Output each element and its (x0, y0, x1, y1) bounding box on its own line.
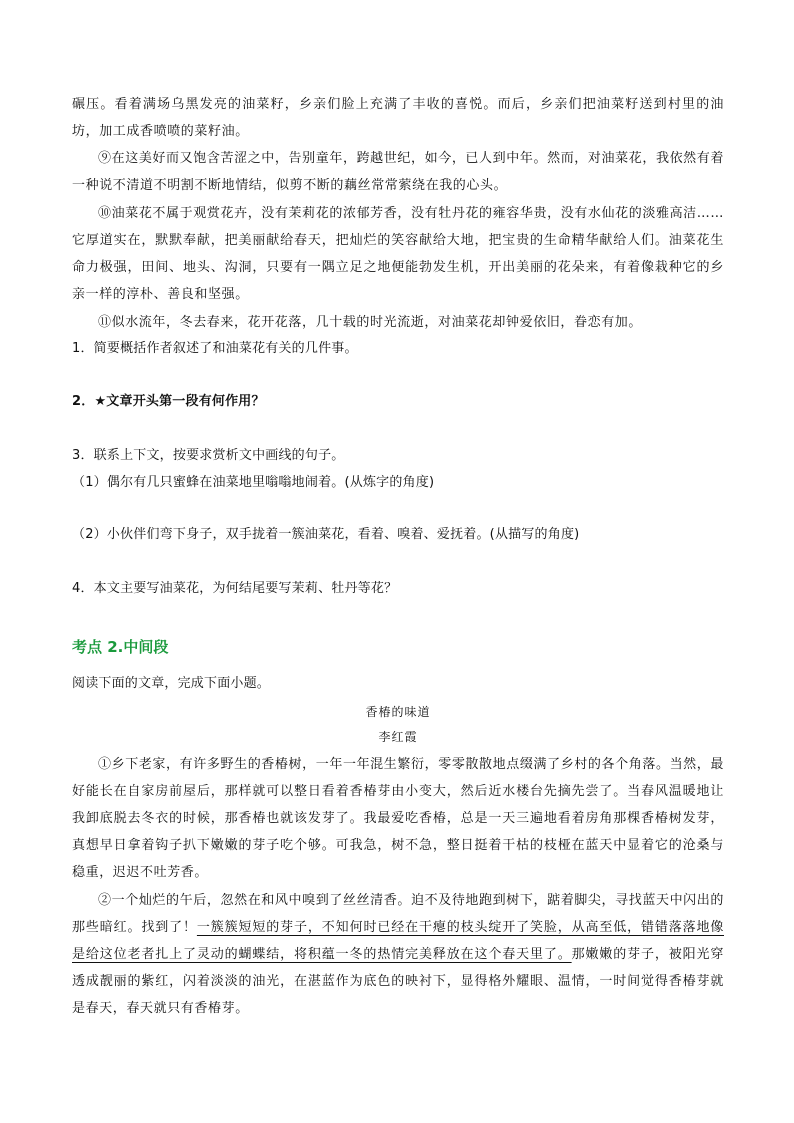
question-4: 4．本文主要写油菜花，为何结尾要写茉莉、牡丹等花？ (72, 581, 398, 596)
article-paragraph-2 (72, 887, 724, 1022)
question-3: 3．联系上下文，按要求赏析文中画线的句子。 (72, 448, 345, 463)
question-3-part-2: （2）小伙伴们弯下身子，双手拢着一簇油菜花，看着、嗅着、爱抚着。(从描写的角度) (72, 527, 580, 542)
paragraph-11: ⑪似水流年，冬去春来，花开花落，几十载的时光流逝，对油菜花却钟爱依旧，眷恋有加。 (98, 315, 643, 330)
paragraph-2-lead: ②一个灿烂的午后，忽然在和风中嗅到了丝丝清香。迫不及待地跑到树下，踮着脚尖，寻找蓝天中闪出的那些暗红。找到了！ (72, 893, 724, 935)
paragraph-8-continued: 碾压。看着满场乌黑发亮的油菜籽，乡亲们脸上充满了丰收的喜悦。而后，乡亲们把油菜籽送到村里的油坊，加工成香喷喷的菜籽油。 (72, 97, 724, 139)
article-author: 李红霞 (378, 730, 418, 744)
question-1: 1．简要概括作者叙述了和油菜花有关的几件事。 (72, 341, 358, 356)
question-2: 2．★文章开头第一段有何作用？ (72, 394, 265, 409)
underlined-sentence: 一簇簇短短的芽子，不知何时已经在干瘪的枝头绽开了笑脸，从高至低，错错落落地像是给这位老者扎上了灵动的蝴蝶结，将积蕴一冬的热情完美释放在这个春天里了。 (72, 920, 724, 962)
paragraph-2-tail: 那嫩嫩的芽子，被阳光穿透成靓丽的紫红，闪着淡淡的油光，在湛蓝作为底色的映衬下，显得格外耀眼、温情，一时间觉得香椿芽就是春天，春天就只有香椿芽。 (72, 947, 724, 1016)
article-title: 香椿的味道 (365, 705, 431, 719)
section-heading: 考点 2.中间段 (72, 638, 169, 656)
reading-instruction: 阅读下面的文章，完成下面小题。 (72, 676, 271, 691)
paragraph-9: ⑨在这美好而又饱含苦涩之中，告别童年，跨越世纪，如今，已人到中年。然而，对油菜花，我依然有着一种说不清道不明割不断地情结，似剪不断的藕丝常常萦绕在我的心头。 (72, 151, 724, 193)
question-3-part-1: （1）偶尔有几只蜜蜂在油菜地里嗡嗡地闹着。(从炼字的角度) (72, 475, 435, 490)
article-paragraph-1: ①乡下老家，有许多野生的香椿树，一年一年混生繁衍，零零散散地点缀满了乡村的各个角落。当然，最好能长在自家房前屋后，那样就可以整日看着香椿芽由小变大，然后近水楼台先摘先尝了。当春风温暖地让我卸底脱去冬衣的时候，那香椿也就该发芽了。我最爱吃香椿，总是一天三遍地看着房角那棵香椿树发芽，真想早日拿着钩子扒下嫩嫩的芽子吃个够。可我急，树不急，整日挺着干枯的枝桠在蓝天中显着它的沧桑与稳重，迟迟不吐芳香。 (72, 757, 724, 880)
paragraph-10: ⑩油菜花不属于观赏花卉，没有茉莉花的浓郁芳香，没有牡丹花的雍容华贵，没有水仙花的淡雅高洁……它厚道实在，默默奉献，把美丽献给春天，把灿烂的笑容献给大地，把宝贵的生命精华献给人们。油菜花生命力极强，田间、地头、沟洞，只要有一隅立足之地便能勃发生机，开出美丽的花朵来，有着像栽种它的乡亲一样的淳朴、善良和坚强。 (72, 206, 724, 302)
